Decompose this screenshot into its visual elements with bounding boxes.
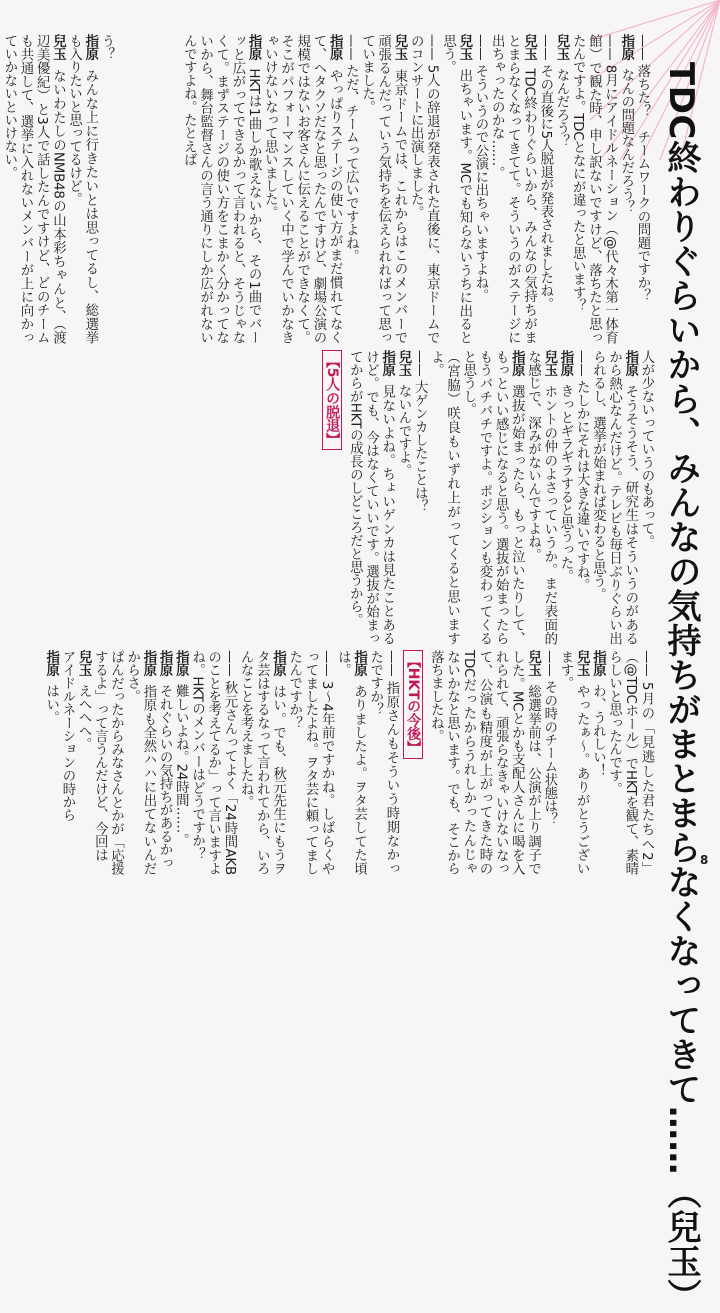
paragraph: —— ただ、チームって広いですよね。 xyxy=(343,34,359,263)
text-block-middle xyxy=(24,350,654,645)
paragraph: 兒玉えへへへ。 xyxy=(76,650,92,751)
paragraph: —— そういうので公演に出ちゃいますよね。 xyxy=(472,34,488,303)
text-block-upper xyxy=(120,34,650,344)
paragraph: 兒玉ホントの仲のよさっていうか。まだ表面的な感じで、深みがないんですよね。 xyxy=(525,350,557,645)
paragraph: —— 3～4年前ですかね。しばらくやってましたよね。ヲタ芸に頼ってましたんですか？ xyxy=(286,650,335,875)
paragraph: 兒玉なんだろう？ xyxy=(553,34,569,148)
paragraph: 兒玉やったぁ～。ありがとうございます。 xyxy=(557,650,590,875)
paragraph: 指原わ、うれしい！ xyxy=(590,650,606,777)
paragraph: 指原はい。 xyxy=(43,650,59,725)
paragraph: 兒玉総選挙前は、公演が上り調子でした。MCとかも支配人さんに喝を入れられて、頑張らなきゃいけないなって、公演も精度が上がってきた時のTDCだったからうれしかったんじゃないかなと思います。でも、そこから落ちましたね。 xyxy=(428,650,541,875)
paragraph: 指原難しいよね。24時間……。 xyxy=(173,650,189,847)
text-block-upper-left xyxy=(1,34,114,344)
paragraph: —— 5人の辞退が発表された直後に、東京ドームでのコンサートに出演しました。 xyxy=(408,34,440,344)
paragraph: ぱんだったからみなさんとかが「応援するよ」って言うんだけど、今回は xyxy=(92,650,124,875)
paragraph: 兒玉TDC終わりぐらいから、みんなの気持ちがまとまらなくなってきてて。そういうのがステージに出ちゃったのかな……。 xyxy=(489,34,537,344)
paragraph: —— 大ゲンカしたことは？ xyxy=(412,350,428,513)
paragraph: —— 秋元さんってよく「24時間AKBのことを考えてるか」って言いますよね。HKTのメンバーはどうですか？ xyxy=(189,650,237,875)
paragraph: 指原きっとギラギラすると思うった。 xyxy=(557,350,573,583)
paragraph: —— 指原さんもそういう時期なかったですか？ xyxy=(367,650,399,875)
paragraph: 指原やっぱりステージの使い方がまだ慣れてなくて、ヘタクソだなと思ったんですけど、劇場公演の規模ではないお客さんに伝えることができなくて。そこがパフォーマンスしていく中で学んでいかなきゃいけないなって思いました。 xyxy=(262,34,343,344)
paragraph: 指原なんの問題なんだろう？ xyxy=(618,34,634,214)
paragraph: 兒玉出ちゃいます。MCでも知らないうちに出ると思う。 xyxy=(440,34,472,344)
text-block-bottom xyxy=(24,650,654,875)
paragraph: —— 5月の「見逃した君たちへ2」（@TDCホール）でHKTを観て、素晴らしいと思ったんです。 xyxy=(606,650,654,875)
paragraph: 指原選抜が始まったら、もっと泣いたりして、もっといい感じになると思う。選抜が始まったらもうバチバチですよ。ポジションも変わってくると思うし。 xyxy=(460,350,525,645)
paragraph: 指原はい。でも、秋元先生にもうヲタ芸はするなって言われてから、いろんなことを考えましたね。 xyxy=(238,650,286,875)
paragraph: 指原そうそうそう、研究生はそういうのがあるから熱心なんだけど。テレビも毎日ぶりぐらい出られるし、選挙が始まれば変わると思う。 xyxy=(590,350,638,645)
paragraph: 兒玉ないんですよ。 xyxy=(395,350,411,477)
section-heading-5-depart: 【5人の脱退】 xyxy=(322,350,342,450)
paragraph: アイドルネーションの時から xyxy=(59,650,75,822)
page-number: 8 xyxy=(700,853,709,867)
paragraph: —— その直後に5人脱退が発表されましたね。 xyxy=(537,34,553,311)
paragraph: —— その時のチーム状態は？ xyxy=(541,650,557,826)
paragraph: 指原それぐらいの気持ちがあるかっ xyxy=(157,650,173,870)
paragraph: （宮脇）咲良もいずれ上がってくると思いますよ。 xyxy=(428,350,460,645)
article-headline: TDC終わりぐらいから、みんなの気持ちがまとまらなくなってきて……（兒玉） xyxy=(661,62,701,1313)
paragraph: 指原ありましたよ。ヲタ芸してた頃は。 xyxy=(335,650,367,875)
paragraph: 兒玉東京ドームでは、これからはこのメンバーで頑張るんだっていう気持ちを伝えられればって思っていました。 xyxy=(359,34,407,344)
paragraph: —— たしかにそれは大きな違いですね。 xyxy=(574,350,590,592)
paragraph: 人が少ないっていうのもあって。 xyxy=(639,350,654,548)
paragraph: う？ xyxy=(99,34,114,61)
paragraph: 指原見ないよね。ちょいゲンカは見たことあるけど。でも、今はなくていいです。選抜が始まってからがHKTの成長のしどころだと思うから。 xyxy=(347,350,395,645)
paragraph: 指原みんな上に行きたいとは思ってるし、総選挙も入りたいと思ってるけど。 xyxy=(66,34,98,344)
paragraph: —— 落ちた？ チームワークの問題ですか？ xyxy=(635,34,650,303)
paragraph: 指原HKTは1曲しか歌えないから、その1曲でバーッと広がってできるかって言われると、そうじゃなくて。まずステージの使い方をこまかく分かってないから、舞台監督さんの言う通りにしか広がれないんですよね。たとえば xyxy=(181,34,262,344)
paragraph: —— 8月にアイドルネーション（@代々木第一体育館）で観た時、申し訳ないですけど、落ちたと思ったんですよ。TDCとなにが違ったと思います？ xyxy=(570,34,618,344)
section-heading-hkt-future: 【HKTの今後】 xyxy=(403,650,423,759)
paragraph: 指原指原も全然ハハに出てないんだからさ。 xyxy=(124,650,156,875)
paragraph: 兒玉ないわたしのNMB48の山本彩ちゃんと、（渡辺美優紀）と3人で話したんですけど、どのチームも共通して、選挙に入れないメンバーが上に向かっていかないといけない。 xyxy=(1,34,66,344)
